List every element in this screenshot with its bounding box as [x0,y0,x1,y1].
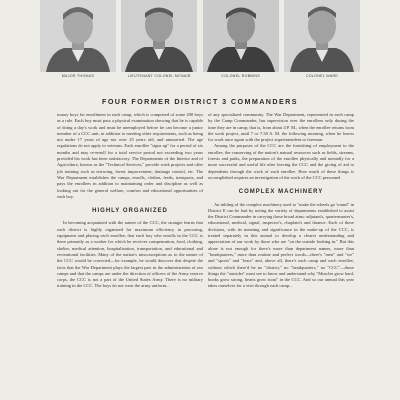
right-intro-paragraph: of any specialized community. The War Department, represented in each camp by the Camp Commander, has supervision over the enrollees only during the time they are in camp; that is, from about 4 P. M., when the enrollee returns from the work project, until 7 or 7:30 A. M. the following morning, when he leaves for work once again with the project superintendent or foreman. [208,112,354,143]
portrait-caption: MAJOR THOMAS [61,74,95,78]
portrait-thomas [40,0,116,85]
portrait-photo [203,0,279,72]
portrait-robbins [203,0,279,85]
left-intro-paragraph: ionary boys for enrollment in each camp, which is comprised of some 200 boys as a rule. Each boy must pass a physical examination showing that he is capable of doing a day's work and must be unemployed before he can become a junior member of a CCC unit, in addition to meeting other requirements, such as being not under 17 years of age nor over 25 years old, and unmarried. The age regulations do not apply to veterans. Each enrollee "signs up" for a period of six months and may re-enroll for a total service period not exceeding two years provided his work has been satisfactory. The Departments of the Interior and of Agriculture, known as the "Technical Services," provide work projects and offer job training such as terracing, forest improvement, drainage control, etc. The War Department establishes the camps, enrolls, clothes, feeds, transports, and pays the enrollees in addition to maintaining order and discipline as well as looking out for the general welfare, comfort and educational opportunities of each boy. [57,112,203,199]
portrait-mcnair [121,0,197,85]
subheading-highly-organized: HIGHLY ORGANIZED [92,208,168,215]
portrait-caption: LIEUTENANT COLONEL MCNAIR [127,74,191,78]
right-second-paragraph: Among the purposes of the CCC are the furnishing of employment to the enrollee, the conserving of the nation's natural resources such as fields, streams, forests and parks, the preparation of the enrollee physically and mentally for a more successful and useful life after leaving the CCC and the giving of aid to dependents through the work of each enrollee. How much of these things is accomplished requires an investigation of the work of the CCC personnel. [208,143,354,180]
portrait-caption: COLONEL ROBBINS [221,74,261,78]
portrait-row [40,0,360,85]
subheading-complex-machinery: COMPLEX MACHINERY [238,189,324,196]
portrait-photo [284,0,360,72]
section-header: FOUR FORMER DISTRICT 3 COMMANDERS [102,97,298,106]
left-body-paragraph: In becoming acquainted with the nature of the CCC, the stranger learns that each district is highly organized for maximum efficiency in procuring, equipment and placing each enrollee, that each boy who enrolls in the CCC is there primarily as a worker for which he receives compensation, food, clothing, shelter, medical attention, hospitalization, transportation, and educational and recreational facilities. Many of the nation's misconceptions as to the nature of the CCC would be corrected—for example, he would discover that despite the facts that the War Department plays the largest part in the administration of our camps and that the camps are under the direction of officers of the Army reserve corps, the CCC is not a part of the United States Army. There is no military training in the CCC. The boys do not wear the army uniform... [57,220,203,289]
portrait-photo [40,0,116,72]
portrait-photo [121,0,197,72]
portrait-ware [284,0,360,85]
right-body-paragraph: An inkling of the complex machinery used to "make the wheels go 'round" in District E can be had by noting the variety of departments established to assist the District Commander in carrying those broad aims: adjutant's, quartermaster's, educational, medical, signal, inspector's, chaplain's and finance. Each of these divisions, with its meaning and significance in the make-up of the CCC, is treated separately in this annual to develop a clearer understanding and appreciation of our work by those who are "on the outside looking in." But this alone is not enough for there's more than department names, more than "headquarters," more than routine and perfect words—there's "men" and "we" and "sports" and "fears" and, above all, there's each camp and each enrollee, without which there'd be no "district," no "headquarters," no "CCC"—those things the "outsider" must see to know and understand why "Muscles grow hard, books grow strong, hearts grow stout" in the CCC. And so our annual this year takes ourselves for a visit through each camp... [208,201,354,289]
left-column [57,112,203,290]
portrait-caption: COLONEL WARE [305,74,339,78]
right-column [208,112,354,290]
